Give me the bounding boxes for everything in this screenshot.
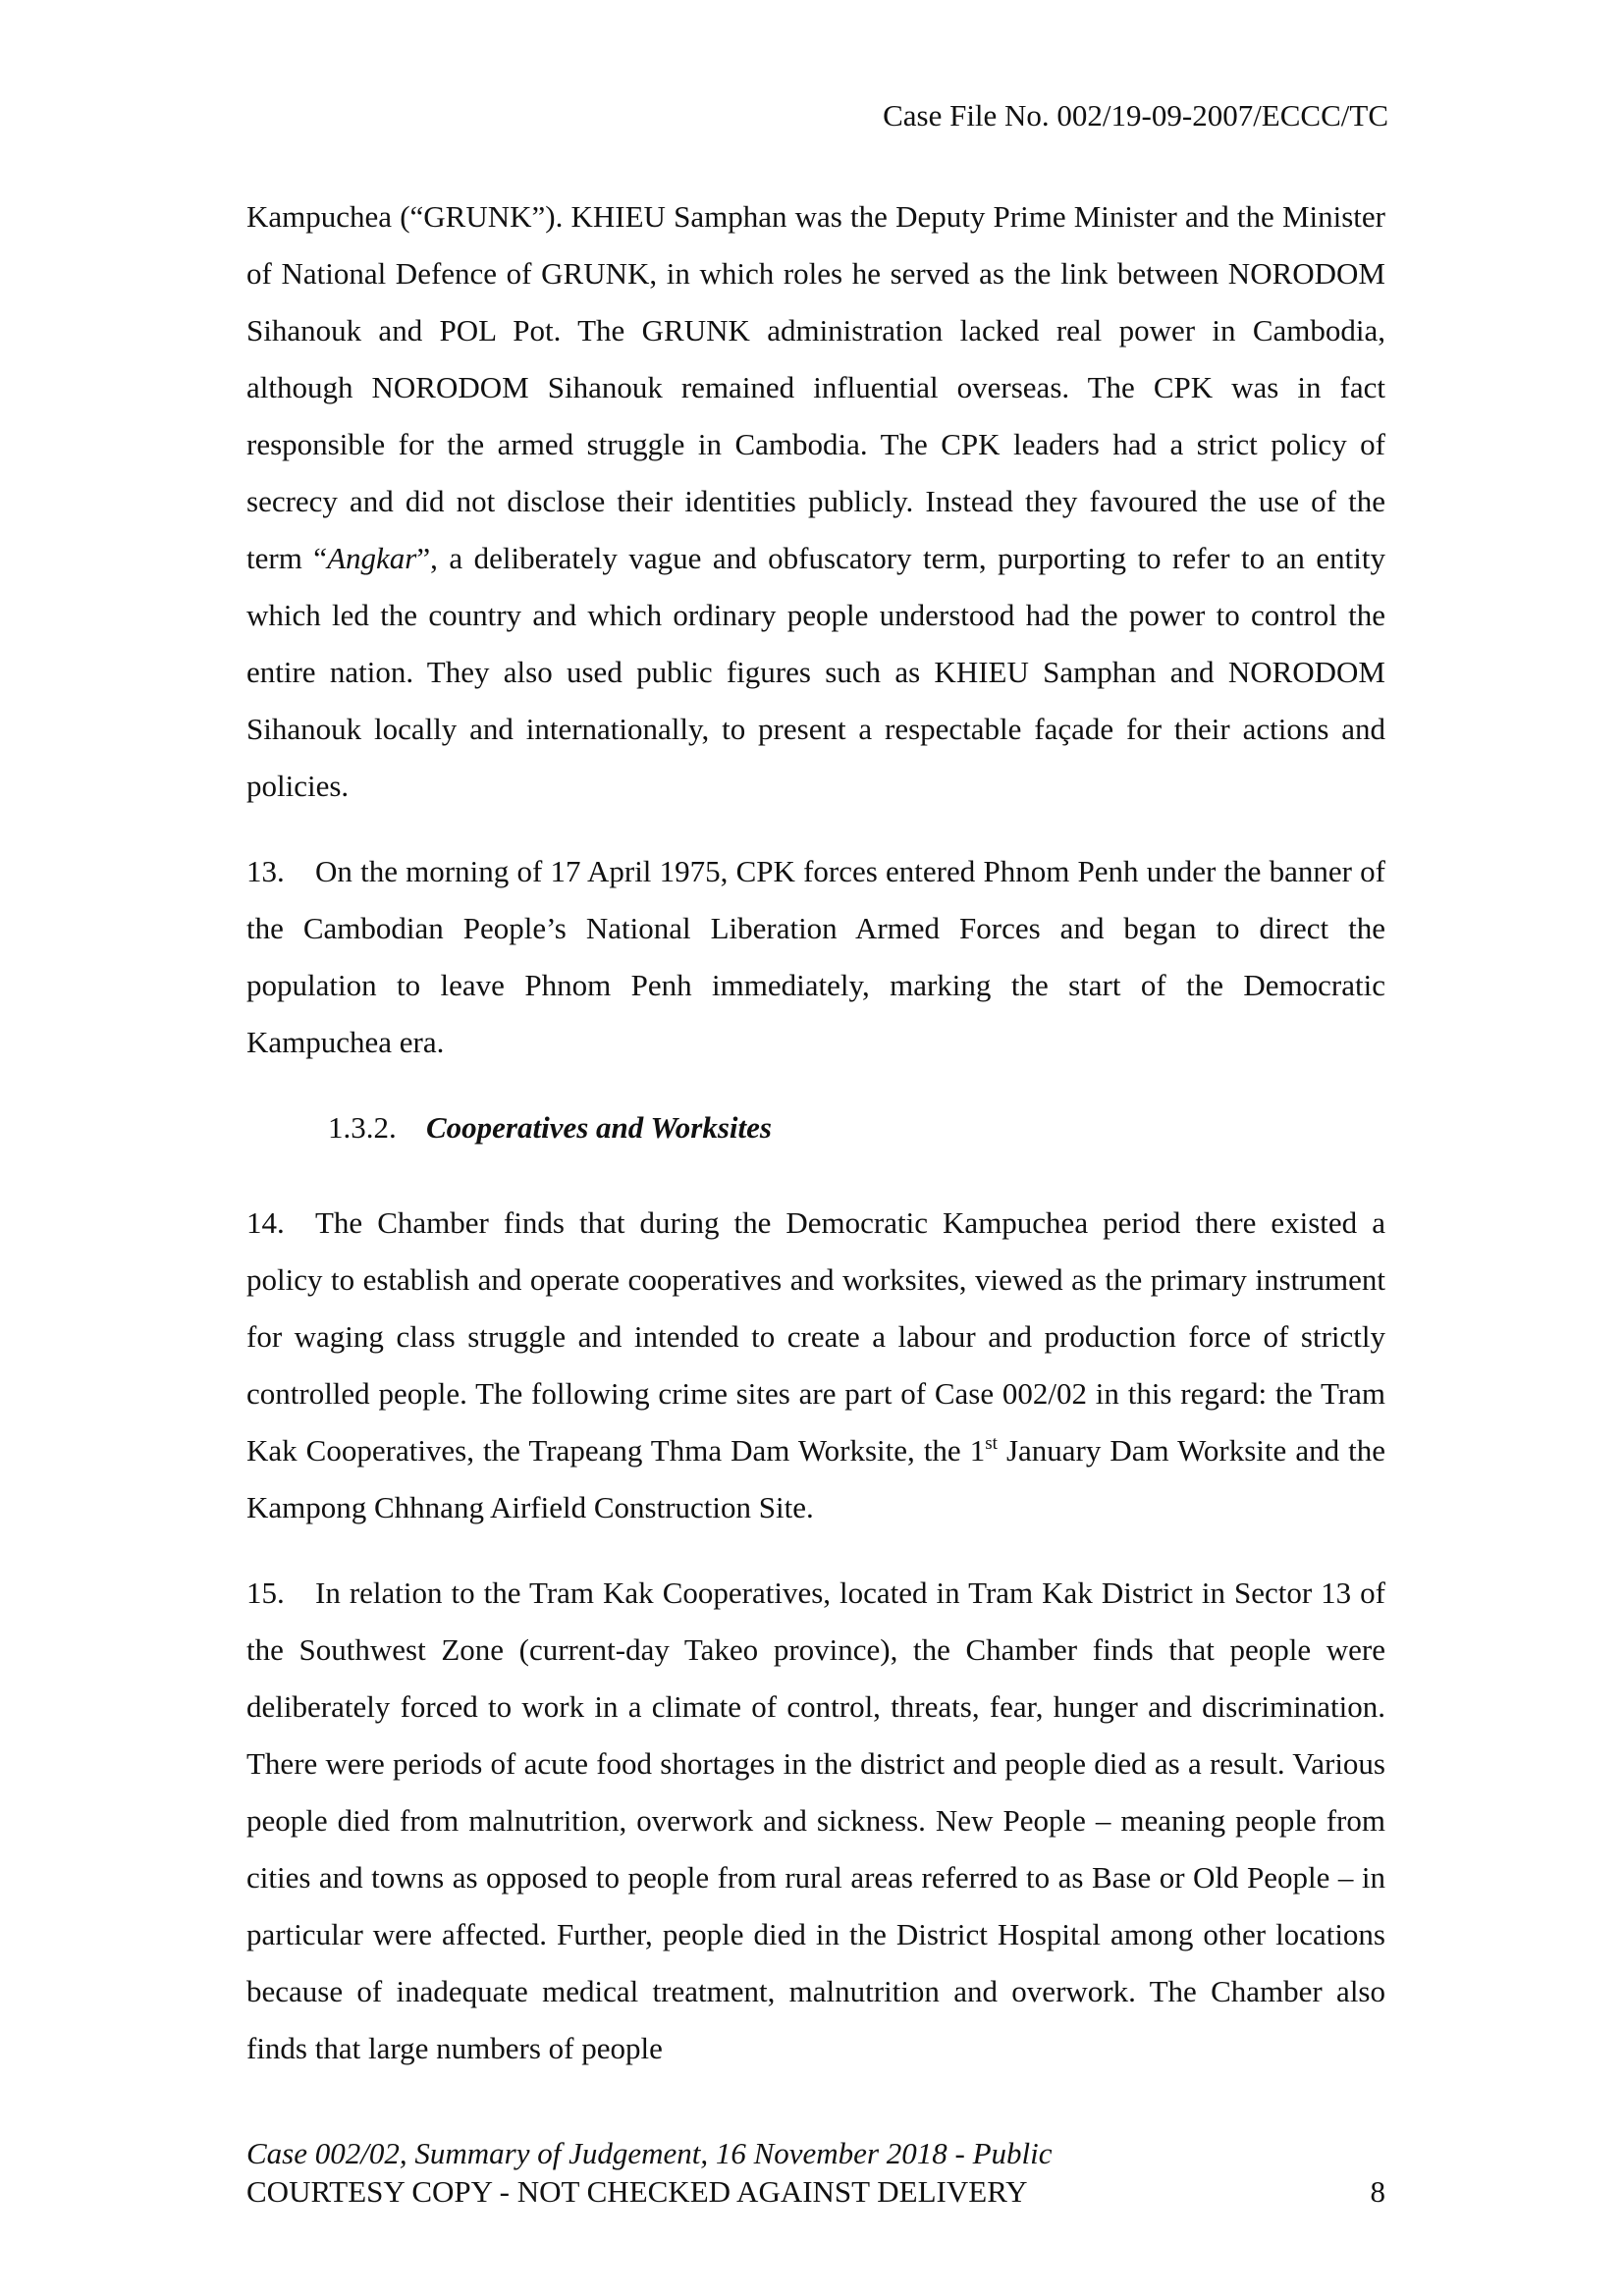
paragraph-13	[246, 843, 1385, 1071]
footer-disclaimer: COURTESY COPY - NOT CHECKED AGAINST DELIVERY	[246, 2174, 1028, 2209]
paragraph-text: On the morning of 17 April 1975, CPK forces entered Phnom Penh under the banner of the Cambodian People’s National Liberation Armed Forces and began to direct the population to leave Phnom Penh immediately, marking the start of the Democratic Kampuchea era.	[246, 854, 1385, 1059]
paragraph-text: January Dam Worksite and the Kampong Chhnang Airfield Construction Site.	[246, 1433, 1385, 1524]
ordinal-superscript: st	[985, 1433, 998, 1454]
section-number: 1.3.2.	[328, 1110, 397, 1145]
case-file-header: Case File No. 002/19-09-2007/ECCC/TC	[883, 98, 1388, 133]
paragraph-number: 13.	[246, 854, 285, 888]
paragraph-15	[246, 1565, 1385, 2077]
section-heading	[246, 1099, 1385, 1156]
document-body	[246, 188, 1385, 2106]
section-title: Cooperatives and Worksites	[426, 1110, 772, 1145]
paragraph-number: 14.	[246, 1205, 285, 1240]
italic-term-angkar: Angkar	[327, 541, 417, 575]
paragraph-text: The Chamber finds that during the Democratic Kampuchea period there existed a policy to establish and operate cooperatives and worksites, viewed as the primary instrument for waging class struggle and intended to create a labour and production force of strictly controlled people. The following crime sites are part of Case 002/02 in this regard: the Tram Kak Cooperatives, the Trapeang Thma Dam Worksite, the 1	[246, 1205, 1385, 1468]
page-number: 8	[1370, 2174, 1385, 2209]
paragraph-12-continued	[246, 188, 1385, 815]
footer-bottom-row	[246, 2172, 1385, 2211]
paragraph-text: ”, a deliberately vague and obfuscatory term, purporting to refer to an entity which led the country and which ordinary people understood had the power to control the entire nation. They also used public figures such as KHIEU Samphan and NORODOM Sihanouk locally and internationally, to present a respectable façade for their actions and policies.	[246, 541, 1386, 803]
paragraph-text: In relation to the Tram Kak Cooperatives, located in Tram Kak District in Sector 13 of the Southwest Zone (current-day Takeo province), the Chamber finds that people were deliberately forced to work in a climate of control, threats, fear, hunger and discrimination. There were periods of acute food shortages in the district and people died as a result. Various people died from malnutrition, overwork and sickness. New People – meaning people from cities and towns as opposed to people from rural areas referred to as Base or Old People – in particular were affected. Further, people died in the District Hospital among other locations because of inadequate medical treatment, malnutrition and overwork. The Chamber also finds that large numbers of people	[246, 1575, 1385, 2065]
footer-citation: Case 002/02, Summary of Judgement, 16 November 2018 - Public	[246, 2136, 1053, 2170]
paragraph-number: 15.	[246, 1575, 285, 1610]
page-footer	[246, 2134, 1385, 2211]
paragraph-14	[246, 1195, 1385, 1536]
paragraph-text: Kampuchea (“GRUNK”). KHIEU Samphan was the Deputy Prime Minister and the Minister of National Defence of GRUNK, in which roles he served as the link between NORODOM Sihanouk and POL Pot. The GRUNK administration lacked real power in Cambodia, although NORODOM Sihanouk remained influential overseas. The CPK was in fact responsible for the armed struggle in Cambodia. The CPK leaders had a strict policy of secrecy and did not disclose their identities publicly. Instead they favoured the use of the term “	[246, 199, 1385, 575]
